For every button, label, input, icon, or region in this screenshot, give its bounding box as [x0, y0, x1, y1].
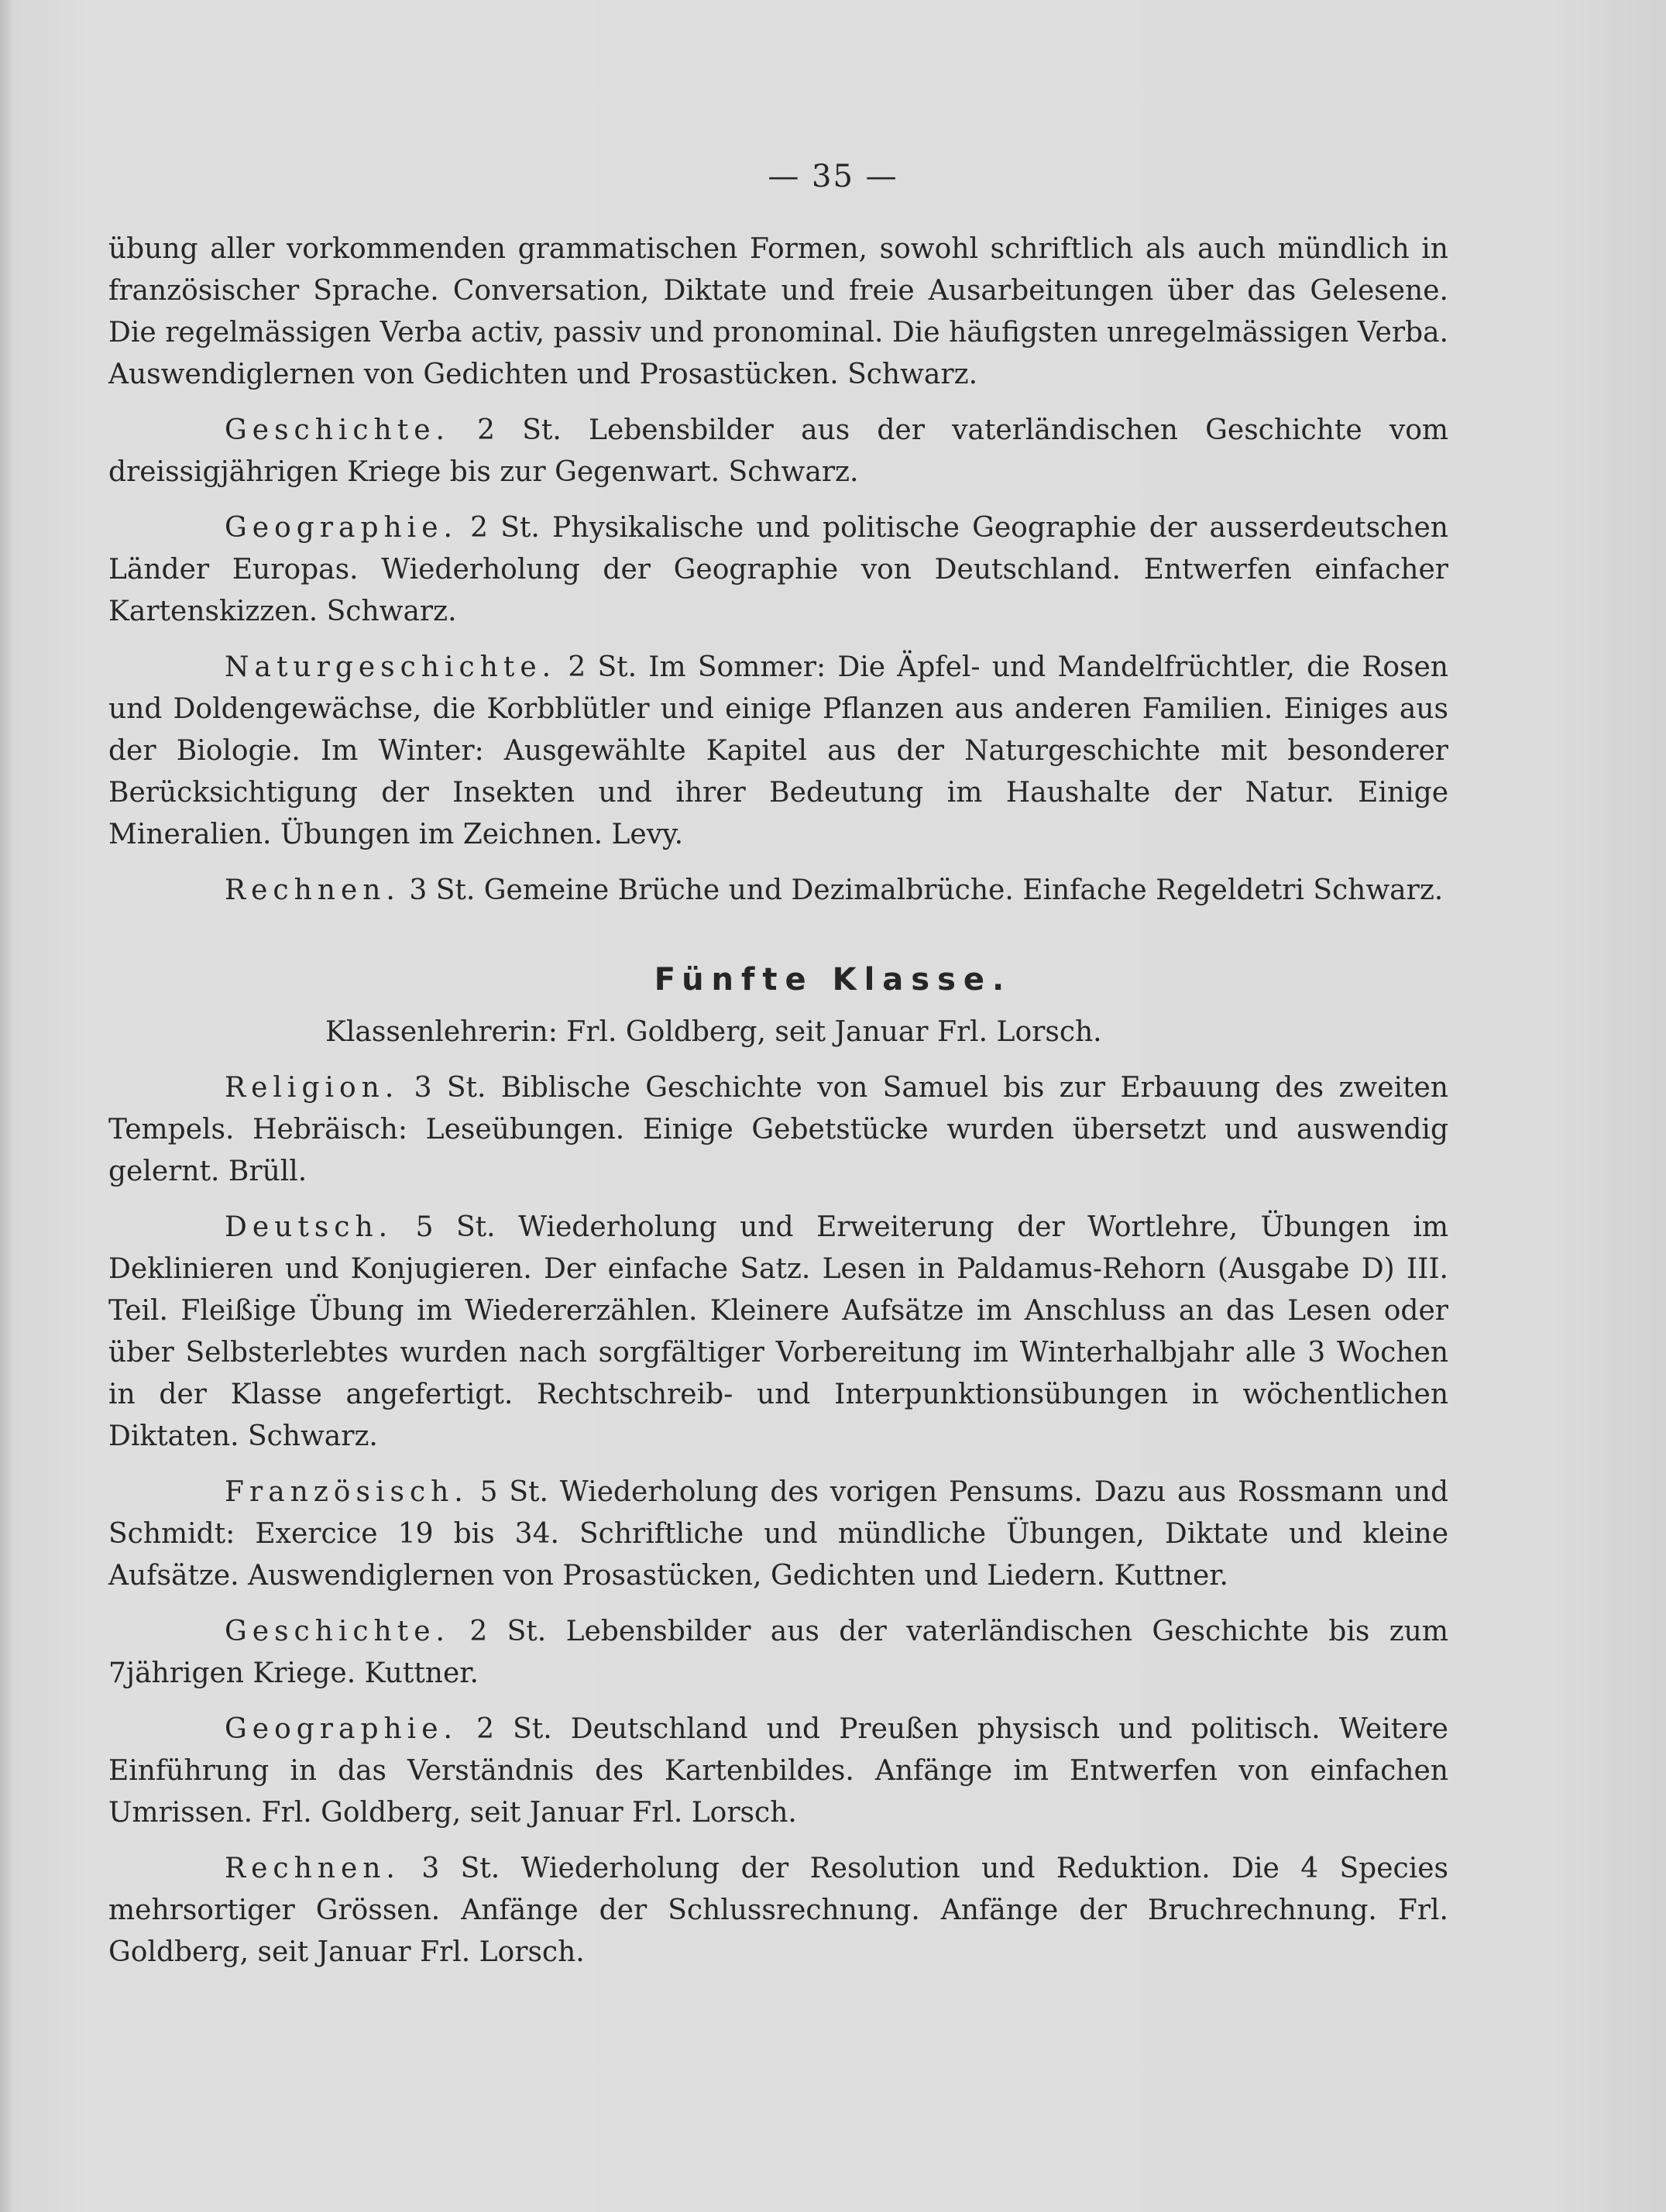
page-number: — 35 — [768, 159, 898, 194]
paragraph-religion [108, 1067, 1448, 1193]
paragraph-rechnen-5 [108, 1848, 1448, 1973]
subject-label: Deutsch. [225, 1211, 393, 1243]
continuation-line-4: Verba. Auswendiglernen von Gedichten und Prosastücken. Schwarz. [108, 317, 1448, 390]
subject-label: Rechnen. [225, 874, 400, 906]
subject-label: Naturgeschichte. [225, 651, 557, 683]
subject-label: Französisch. [225, 1476, 469, 1508]
paragraph-continuation [108, 228, 1448, 396]
paragraph-geschichte-5 [108, 1611, 1448, 1695]
subject-text: 2 St. Physikalische und politische Geographie der ausserdeutschen Länder Europas. Wiederholung der Geographie von Deutschland. Entwerfen einfacher Kartenskizzen. Schwarz. [108, 512, 1448, 627]
paragraph-deutsch [108, 1207, 1448, 1458]
subject-label: Geographie. [225, 1713, 458, 1745]
subject-text: 3 St. Wiederholung der Resolution und Reduktion. Die 4 Species mehrsortiger Grössen. Anfänge der Schlussrechnung. Anfänge der Bruchrechnung. Frl. Goldberg, seit Januar Frl. Lorsch. [108, 1853, 1448, 1968]
section-heading: Fünfte Klasse. [654, 962, 1012, 998]
subject-text: 3 St. Gemeine Brüche und Dezimalbrüche. Einfache Regeldetri Schwarz. [409, 874, 1444, 906]
subject-text: 2 St. Deutschland und Preußen physisch und politisch. Weitere Einführung in das Verständnis des Kartenbildes. Anfänge im Entwerfen von einfachen Umrissen. Frl. Goldberg, seit Januar Frl. Lorsch. [108, 1713, 1448, 1829]
subject-text: 2 St. Im Sommer: Die Äpfel- und Mandelfrüchtler, die Rosen und Doldengewächse, die Korbblütler und einige Pflanzen aus anderen Familien. Einiges aus der Biologie. Im Winter: Ausgewählte Kapitel aus der Naturgeschichte mit besonderer Berücksichtigung der Insekten und ihrer Bedeutung im Haushalte der Natur. Einige Mineralien. Übungen im Zeichnen. Levy. [108, 651, 1448, 850]
subject-text: 5 St. Wiederholung des vorigen Pensums. Dazu aus Rossmann und Schmidt: Exercice 19 bis 34. Schriftliche und mündliche Übungen, Diktate und kleine Aufsätze. Auswendiglernen von Prosastücken, Gedichten und Liedern. Kuttner. [108, 1476, 1449, 1592]
subject-label: Rechnen. [225, 1853, 400, 1884]
paragraph-geschichte [108, 410, 1448, 493]
paragraph-geographie-5 [108, 1709, 1448, 1834]
continuation-line-2: in französischer Sprache. Conversation, Diktate und freie Ausarbeitungen über das Gelesene. [108, 233, 1448, 307]
continuation-line-3: Die regelmässigen Verba activ, passiv und pronominal. Die häufigsten unregelmässigen [108, 317, 1349, 349]
paragraph-geographie [108, 507, 1448, 633]
section-body [108, 1067, 1448, 1973]
subject-label: Geschichte. [225, 1616, 450, 1647]
paragraph-naturgeschichte [108, 647, 1448, 856]
subject-text: 3 St. Biblische Geschichte von Samuel bis zur Erbauung des zweiten Tempels. Hebräisch: Leseübungen. Einige Gebetstücke wurden übersetzt und auswendig gelernt. Brüll. [108, 1072, 1448, 1187]
paragraph-rechnen [108, 870, 1448, 912]
subject-label: Religion. [225, 1072, 400, 1104]
subject-label: Geschichte. [225, 414, 450, 446]
subject-label: Geographie. [225, 512, 458, 544]
top-section [108, 228, 1448, 912]
subject-text: 2 St. Lebensbilder aus der vaterländischen Geschichte vom dreissigjährigen Kriege bis zur Gegenwart. Schwarz. [108, 414, 1449, 488]
continuation-line-1: übung aller vorkommenden grammatischen Formen, sowohl schriftlich als auch mündlich [108, 233, 1410, 265]
class-teacher-line: Klassenlehrerin: Frl. Goldberg, seit Januar Frl. Lorsch. [325, 1016, 1102, 1048]
subject-text: 2 St. Lebensbilder aus der vaterländischen Geschichte bis zum 7jährigen Kriege. Kuttner. [108, 1616, 1448, 1689]
paragraph-franzoesisch [108, 1472, 1448, 1597]
subject-text: 5 St. Wiederholung und Erweiterung der Wortlehre, Übungen im Deklinieren und Konjugieren. Der einfache Satz. Lesen in Paldamus-Rehorn (Ausgabe D) III. Teil. Fleißige Übung im Wiedererzählen. Kleinere Aufsätze im Anschluss an das Lesen oder über Selbsterlebtes wurden nach sorgfältiger Vorbereitung im Winterhalbjahr alle 3 Wochen in der Klasse angefertigt. Rechtschreib- und Interpunktionsübungen in wöchentlichen Diktaten. Schwarz. [108, 1211, 1448, 1452]
